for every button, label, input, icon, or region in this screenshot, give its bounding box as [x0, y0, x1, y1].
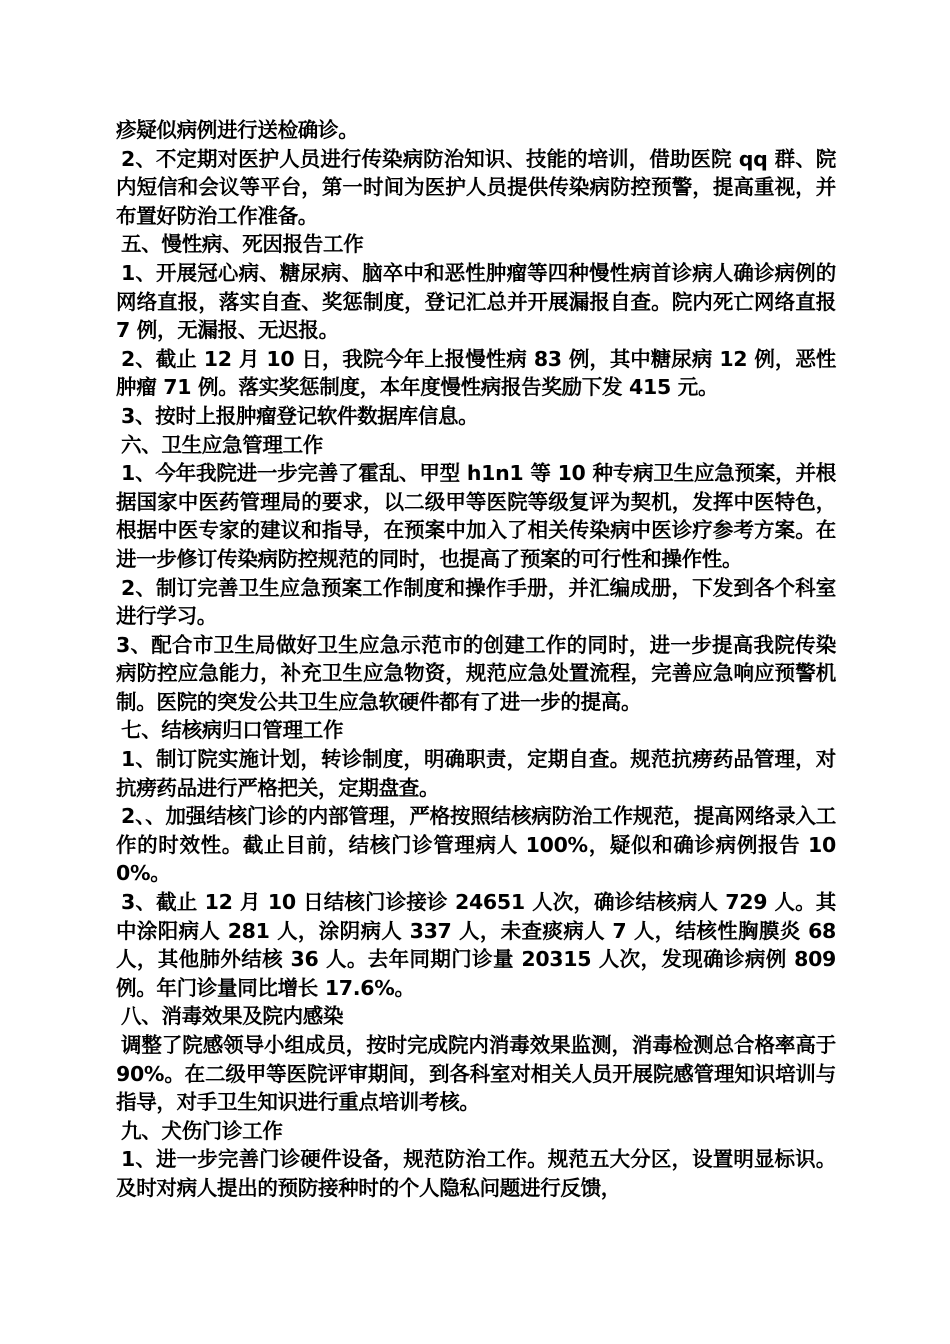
section-heading: 七、结核病归口管理工作 [121, 718, 344, 743]
paragraph: 3、配合市卫生局做好卫生应急示范市的创建工作的同时，进一步提高我院传染病防控应急能力，补充卫生应急物资，规范应急处置流程，完善应急响应预警机制。医院的突发公共卫生应急软硬件都有了进一步的提高。 [116, 632, 836, 714]
paragraph: 2、制订完善卫生应急预案工作制度和操作手册，并汇编成册，下发到各个科室进行学习。 [116, 575, 836, 629]
paragraph: 3、按时上报肿瘤登记软件数据库信息。 [121, 403, 479, 428]
section-heading: 八、消毒效果及院内感染 [121, 1004, 344, 1029]
paragraph: 1、制订院实施计划，转诊制度，明确职责，定期自查。规范抗痨药品管理，对抗痨药品进行严格把关，定期盘查。 [116, 747, 836, 800]
paragraph: 3、截止 12 月 10 日结核门诊接诊 24651 人次，确诊结核病人 729 人。其中涂阳病人 281 人，涂阴病人 337 人，未查痰病人 7 人，结核性胸膜炎 68 人，其他肺外结核 36 人。去年同期门诊量 20315 人次，发现确诊病例 809 例。年门诊量同比增长 17.6%。 [116, 890, 836, 1000]
paragraph: 2、、加强结核门诊的内部管理，严格按照结核病防治工作规范，提高网络录入工作的时效性。截止目前，结核门诊管理病人 100%，疑似和确诊病例报告 100%。 [116, 804, 836, 886]
paragraph: 1、今年我院进一步完善了霍乱、甲型 h1n1 等 10 种专病卫生应急预案，并根据国家中医药管理局的要求，以二级甲等医院等级复评为契机，发挥中医特色，根据中医专家的建议和指导，在预案中加入了相关传染病中医诊疗参考方案。在进一步修订传染病防控规范的同时，也提高了预案的可行性和操作性。 [116, 461, 836, 571]
document-page [116, 116, 836, 1203]
paragraph: 1、开展冠心病、糖尿病、脑卒中和恶性肿瘤等四种慢性病首诊病人确诊病例的网络直报，落实自查、奖惩制度，登记汇总并开展漏报自查。院内死亡网络直报 7 例，无漏报、无迟报。 [116, 260, 836, 343]
paragraph: 2、截止 12 月 10 日，我院今年上报慢性病 83 例，其中糖尿病 12 例，恶性肿瘤 71 例。落实奖惩制度，本年度慢性病报告奖励下发 415 元。 [116, 346, 836, 400]
paragraph: 疹疑似病例进行送检确诊。 [116, 118, 359, 142]
section-heading: 五、慢性病、死因报告工作 [121, 232, 364, 257]
section-heading: 六、卫生应急管理工作 [121, 432, 323, 457]
paragraph: 调整了院感领导小组成员，按时完成院内消毒效果监测，消毒检测总合格率高于 90%。在二级甲等医院评审期间，到各科室对相关人员开展院感管理知识培训与指导，对手卫生知识进行重点培训考核。 [116, 1033, 836, 1115]
section-heading: 九、犬伤门诊工作 [121, 1118, 283, 1143]
paragraph: 1、进一步完善门诊硬件设备，规范防治工作。规范五大分区，设置明显标识。及时对病人提出的预防接种时的个人隐私问题进行反馈， [116, 1147, 836, 1200]
paragraph: 2、不定期对医护人员进行传染病防治知识、技能的培训，借助医院 qq 群、院内短信和会议等平台，第一时间为医护人员提供传染病防控预警，提高重视，并布置好防治工作准备。 [116, 146, 836, 228]
